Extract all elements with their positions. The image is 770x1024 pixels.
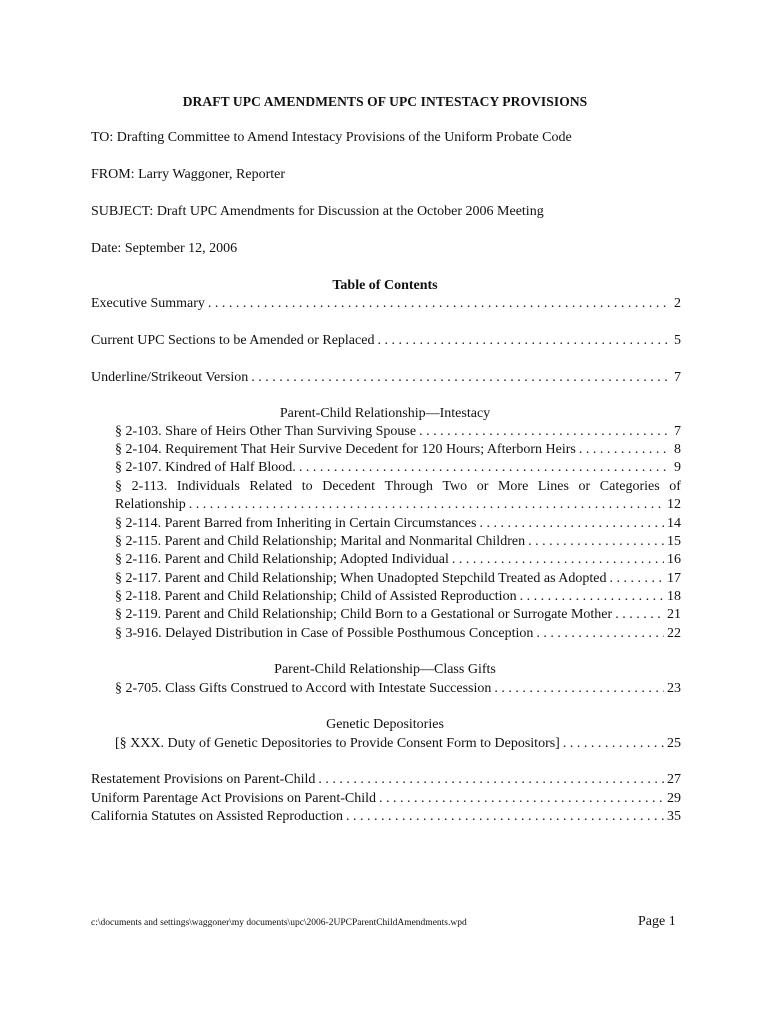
word: Decedent xyxy=(322,479,376,494)
section-heading-genetic-depositories: Genetic Depositories xyxy=(326,717,444,732)
footer-page-number: Page 1 xyxy=(638,914,676,929)
word: Categories xyxy=(599,479,660,494)
word: to xyxy=(301,479,313,494)
toc-entry-page: 5 xyxy=(674,333,681,348)
toc-entry-xxx[interactable] xyxy=(115,736,681,752)
toc-entry-restatement[interactable] xyxy=(91,772,681,788)
toc-entry-label: Current UPC Sections to be Amended or Replaced xyxy=(91,333,375,348)
word: of xyxy=(669,479,681,494)
word: or xyxy=(476,479,489,494)
leader-dots xyxy=(189,497,664,513)
word: Two xyxy=(442,479,468,494)
toc-entry-uniform-parentage-act[interactable] xyxy=(91,791,681,807)
word: or xyxy=(578,479,591,494)
toc-entry-page: 8 xyxy=(674,442,681,457)
leader-dots xyxy=(419,424,671,440)
leader-dots xyxy=(494,681,664,697)
leader-dots xyxy=(536,626,664,642)
toc-entry-page: 16 xyxy=(667,552,681,567)
footer-file-path: c:\documents and settings\waggoner\my documents\upc\2006-2UPCParentChildAmendments.wpd xyxy=(91,918,467,928)
toc-entry-2-705[interactable] xyxy=(115,681,681,697)
toc-entry-label: [§ XXX. Duty of Genetic Depositories to Provide Consent Form to Depositors] xyxy=(115,736,560,751)
toc-entry-page: 9 xyxy=(674,460,681,475)
leader-dots xyxy=(520,589,664,605)
toc-entry-underline-strikeout[interactable] xyxy=(91,370,681,386)
toc-entry-page: 21 xyxy=(667,607,681,622)
toc-entry-page: 14 xyxy=(667,516,681,531)
leader-dots xyxy=(346,809,664,825)
leader-dots xyxy=(615,607,664,623)
toc-entry-page: 35 xyxy=(667,809,681,824)
toc-entry-page: 25 xyxy=(667,736,681,751)
toc-entry-label: California Statutes on Assisted Reproduction xyxy=(91,809,343,824)
toc-entry-label: Restatement Provisions on Parent-Child xyxy=(91,772,316,787)
memo-from: FROM: Larry Waggoner, Reporter xyxy=(91,167,286,182)
toc-entry-label: § 2-116. Parent and Child Relationship; Adopted Individual xyxy=(115,552,449,567)
leader-dots xyxy=(579,442,671,458)
word: Individuals xyxy=(176,479,240,494)
leader-dots xyxy=(610,571,665,587)
toc-entry-label: § 2-705. Class Gifts Construed to Accord with Intestate Succession xyxy=(115,681,492,696)
toc-entry-3-916[interactable] xyxy=(115,626,681,642)
leader-dots xyxy=(563,736,664,752)
toc-entry-page: 12 xyxy=(667,497,681,512)
word: Related xyxy=(249,479,293,494)
toc-entry-page: 18 xyxy=(667,589,681,604)
leader-dots xyxy=(377,333,671,349)
toc-entry-label: Executive Summary xyxy=(91,296,205,311)
toc-entry-executive-summary[interactable] xyxy=(91,296,681,312)
toc-entry-label: § 2-118. Parent and Child Relationship; Child of Assisted Reproduction xyxy=(115,589,517,604)
document-title: DRAFT UPC AMENDMENTS OF UPC INTESTACY PROVISIONS xyxy=(182,94,588,109)
word: More xyxy=(497,479,529,494)
toc-entry-label: Underline/Strikeout Version xyxy=(91,370,249,385)
toc-entry-page: 7 xyxy=(674,370,681,385)
leader-dots xyxy=(208,296,671,312)
leader-dots xyxy=(528,534,664,550)
toc-title: Table of Contents xyxy=(332,278,438,293)
leader-dots xyxy=(452,552,664,568)
toc-entry-2-116[interactable] xyxy=(115,552,681,568)
toc-entry-label: § 2-117. Parent and Child Relationship; When Unadopted Stepchild Treated as Adopted xyxy=(115,571,607,586)
toc-entry-2-115[interactable] xyxy=(115,534,681,550)
toc-entry-label: Uniform Parentage Act Provisions on Parent-Child xyxy=(91,791,377,806)
word: 2-113. xyxy=(131,479,168,494)
leader-dots xyxy=(379,791,664,807)
toc-entry-2-118[interactable] xyxy=(115,589,681,605)
word: § xyxy=(115,479,122,494)
toc-entry-label: § 2-107. Kindred of Half Blood. xyxy=(115,460,296,475)
toc-entry-page: 2 xyxy=(674,296,681,311)
toc-entry-label: § 2-114. Parent Barred from Inheriting in Certain Circumstances xyxy=(115,516,477,531)
toc-entry-2-119[interactable] xyxy=(115,607,681,623)
toc-entry-label: Relationship xyxy=(115,497,186,512)
toc-entry-page: 7 xyxy=(674,424,681,439)
toc-entry-2-113-line2[interactable] xyxy=(115,497,681,513)
toc-entry-page: 22 xyxy=(667,626,681,641)
toc-entry-2-113-line1[interactable] xyxy=(115,479,681,495)
toc-entry-page: 17 xyxy=(667,571,681,586)
leader-dots xyxy=(251,370,671,386)
toc-entry-label: § 2-104. Requirement That Heir Survive Decedent for 120 Hours; Afterborn Heirs xyxy=(115,442,576,457)
word: Through xyxy=(384,479,433,494)
memo-date: Date: September 12, 2006 xyxy=(91,241,238,256)
toc-entry-label: § 2-115. Parent and Child Relationship; Marital and Nonmarital Children xyxy=(115,534,526,549)
toc-entry-page: 27 xyxy=(667,772,681,787)
toc-entry-2-104[interactable] xyxy=(115,442,681,458)
toc-entry-label: § 3-916. Delayed Distribution in Case of Possible Posthumous Conception xyxy=(115,626,534,641)
toc-entry-california-statutes[interactable] xyxy=(91,809,681,825)
memo-to: TO: Drafting Committee to Amend Intestacy Provisions of the Uniform Probate Code xyxy=(91,130,572,145)
leader-dots xyxy=(318,772,664,788)
toc-entry-page: 15 xyxy=(667,534,681,549)
toc-entry-2-103[interactable] xyxy=(115,424,681,440)
toc-entry-2-107[interactable] xyxy=(115,460,681,476)
toc-entry-label: § 2-103. Share of Heirs Other Than Surviving Spouse xyxy=(115,424,417,439)
word: Lines xyxy=(537,479,569,494)
toc-entry-2-114[interactable] xyxy=(115,516,681,532)
leader-dots xyxy=(299,460,671,476)
memo-subject: SUBJECT: Draft UPC Amendments for Discussion at the October 2006 Meeting xyxy=(91,204,544,219)
toc-entry-label: § 2-119. Parent and Child Relationship; Child Born to a Gestational or Surrogate Mother xyxy=(115,607,613,622)
leader-dots xyxy=(479,516,664,532)
section-heading-intestacy: Parent-Child Relationship—Intestacy xyxy=(279,406,491,421)
toc-entry-2-117[interactable] xyxy=(115,571,681,587)
toc-entry-current-upc-sections[interactable] xyxy=(91,333,681,349)
section-heading-class-gifts: Parent-Child Relationship—Class Gifts xyxy=(274,662,496,677)
toc-entry-page: 29 xyxy=(667,791,681,806)
toc-entry-page: 23 xyxy=(667,681,681,696)
